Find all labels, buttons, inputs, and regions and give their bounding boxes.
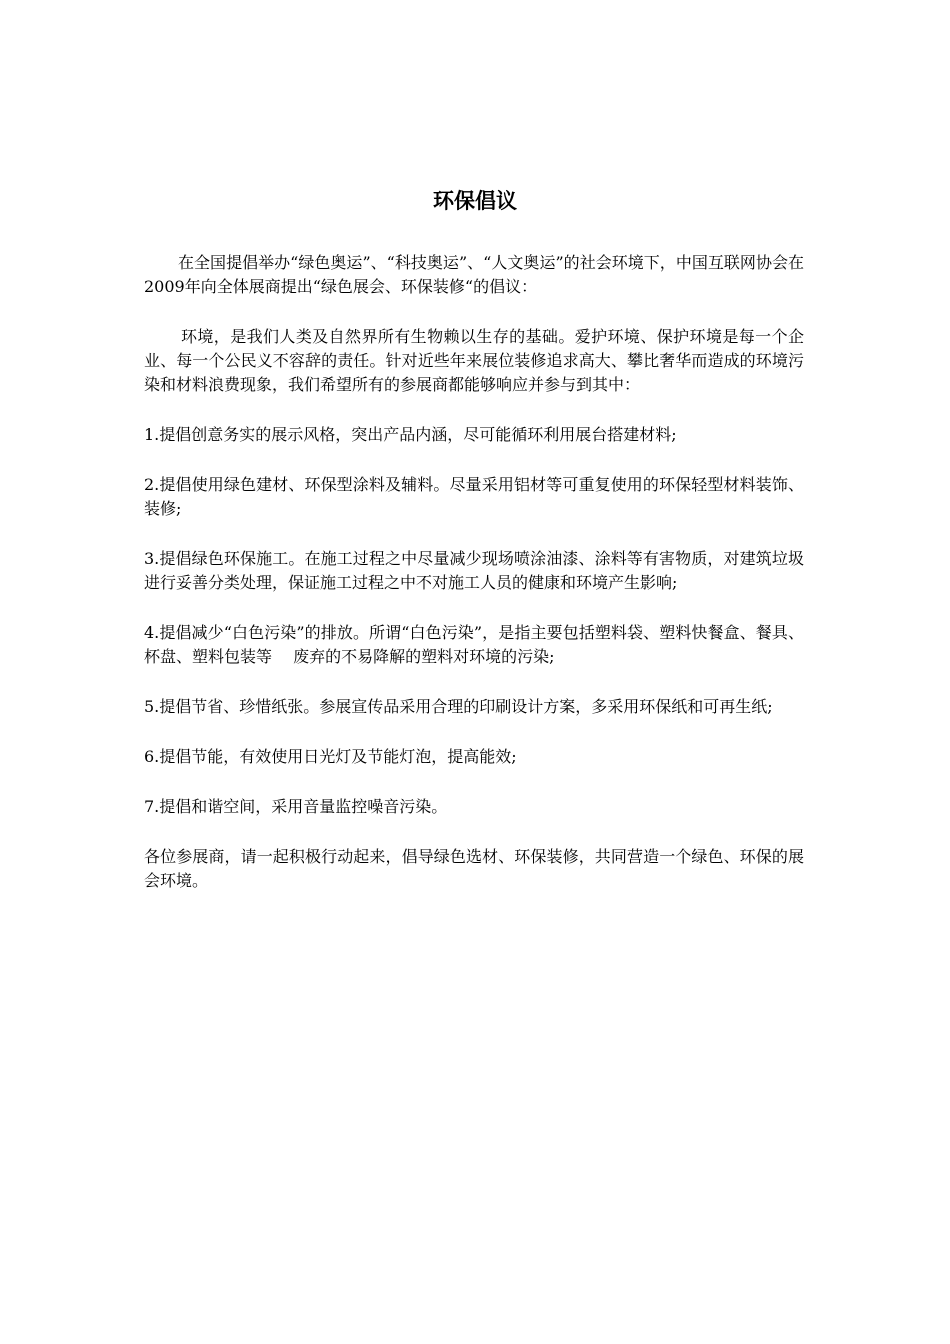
document-body — [144, 251, 804, 919]
intro-paragraph: 在全国提倡举办“绿色奥运”、“科技奥运”、“人文奥运”的社会环境下，中国互联网协会在2009年向全体展商提出“绿色展会、环保装修“的倡议： — [144, 253, 804, 296]
proposal-item-5: 5.提倡节省、珍惜纸张。参展宣传品采用合理的印刷设计方案，多采用环保纸和可再生纸; — [144, 697, 773, 716]
proposal-item-1: 1.提倡创意务实的展示风格，突出产品内涵，尽可能循环利用展台搭建材料; — [144, 425, 677, 444]
proposal-item-4: 4.提倡减少“白色污染”的排放。所谓“白色污染”，是指主要包括塑料袋、塑料快餐盒、餐具、杯盘、塑料包装等 废弃的不易降解的塑料对环境的污染; — [144, 623, 804, 666]
proposal-item-2: 2.提倡使用绿色建材、环保型涂料及辅料。尽量采用铝材等可重复使用的环保轻型材料装饰、装修; — [144, 475, 804, 518]
statement-paragraph: 环境，是我们人类及自然界所有生物赖以生存的基础。爱护环境、保护环境是每一个企业、每一个公民义不容辞的责任。针对近些年来展位装修追求高大、攀比奢华而造成的环境污染和材料浪费现象，我们希望所有的参展商都能够响应并参与到其中： — [144, 327, 804, 394]
document-title: 环保倡议 — [433, 189, 517, 213]
closing-paragraph: 各位参展商，请一起积极行动起来，倡导绿色选材、环保装修，共同营造一个绿色、环保的展会环境。 — [144, 847, 804, 890]
proposal-item-6: 6.提倡节能，有效使用日光灯及节能灯泡，提高能效; — [144, 747, 517, 766]
proposal-item-3: 3.提倡绿色环保施工。在施工过程之中尽量减少现场喷涂油漆、涂料等有害物质，对建筑垃圾进行妥善分类处理，保证施工过程之中不对施工人员的健康和环境产生影响; — [144, 549, 804, 592]
proposal-item-7: 7.提倡和谐空间，采用音量监控噪音污染。 — [144, 797, 448, 816]
